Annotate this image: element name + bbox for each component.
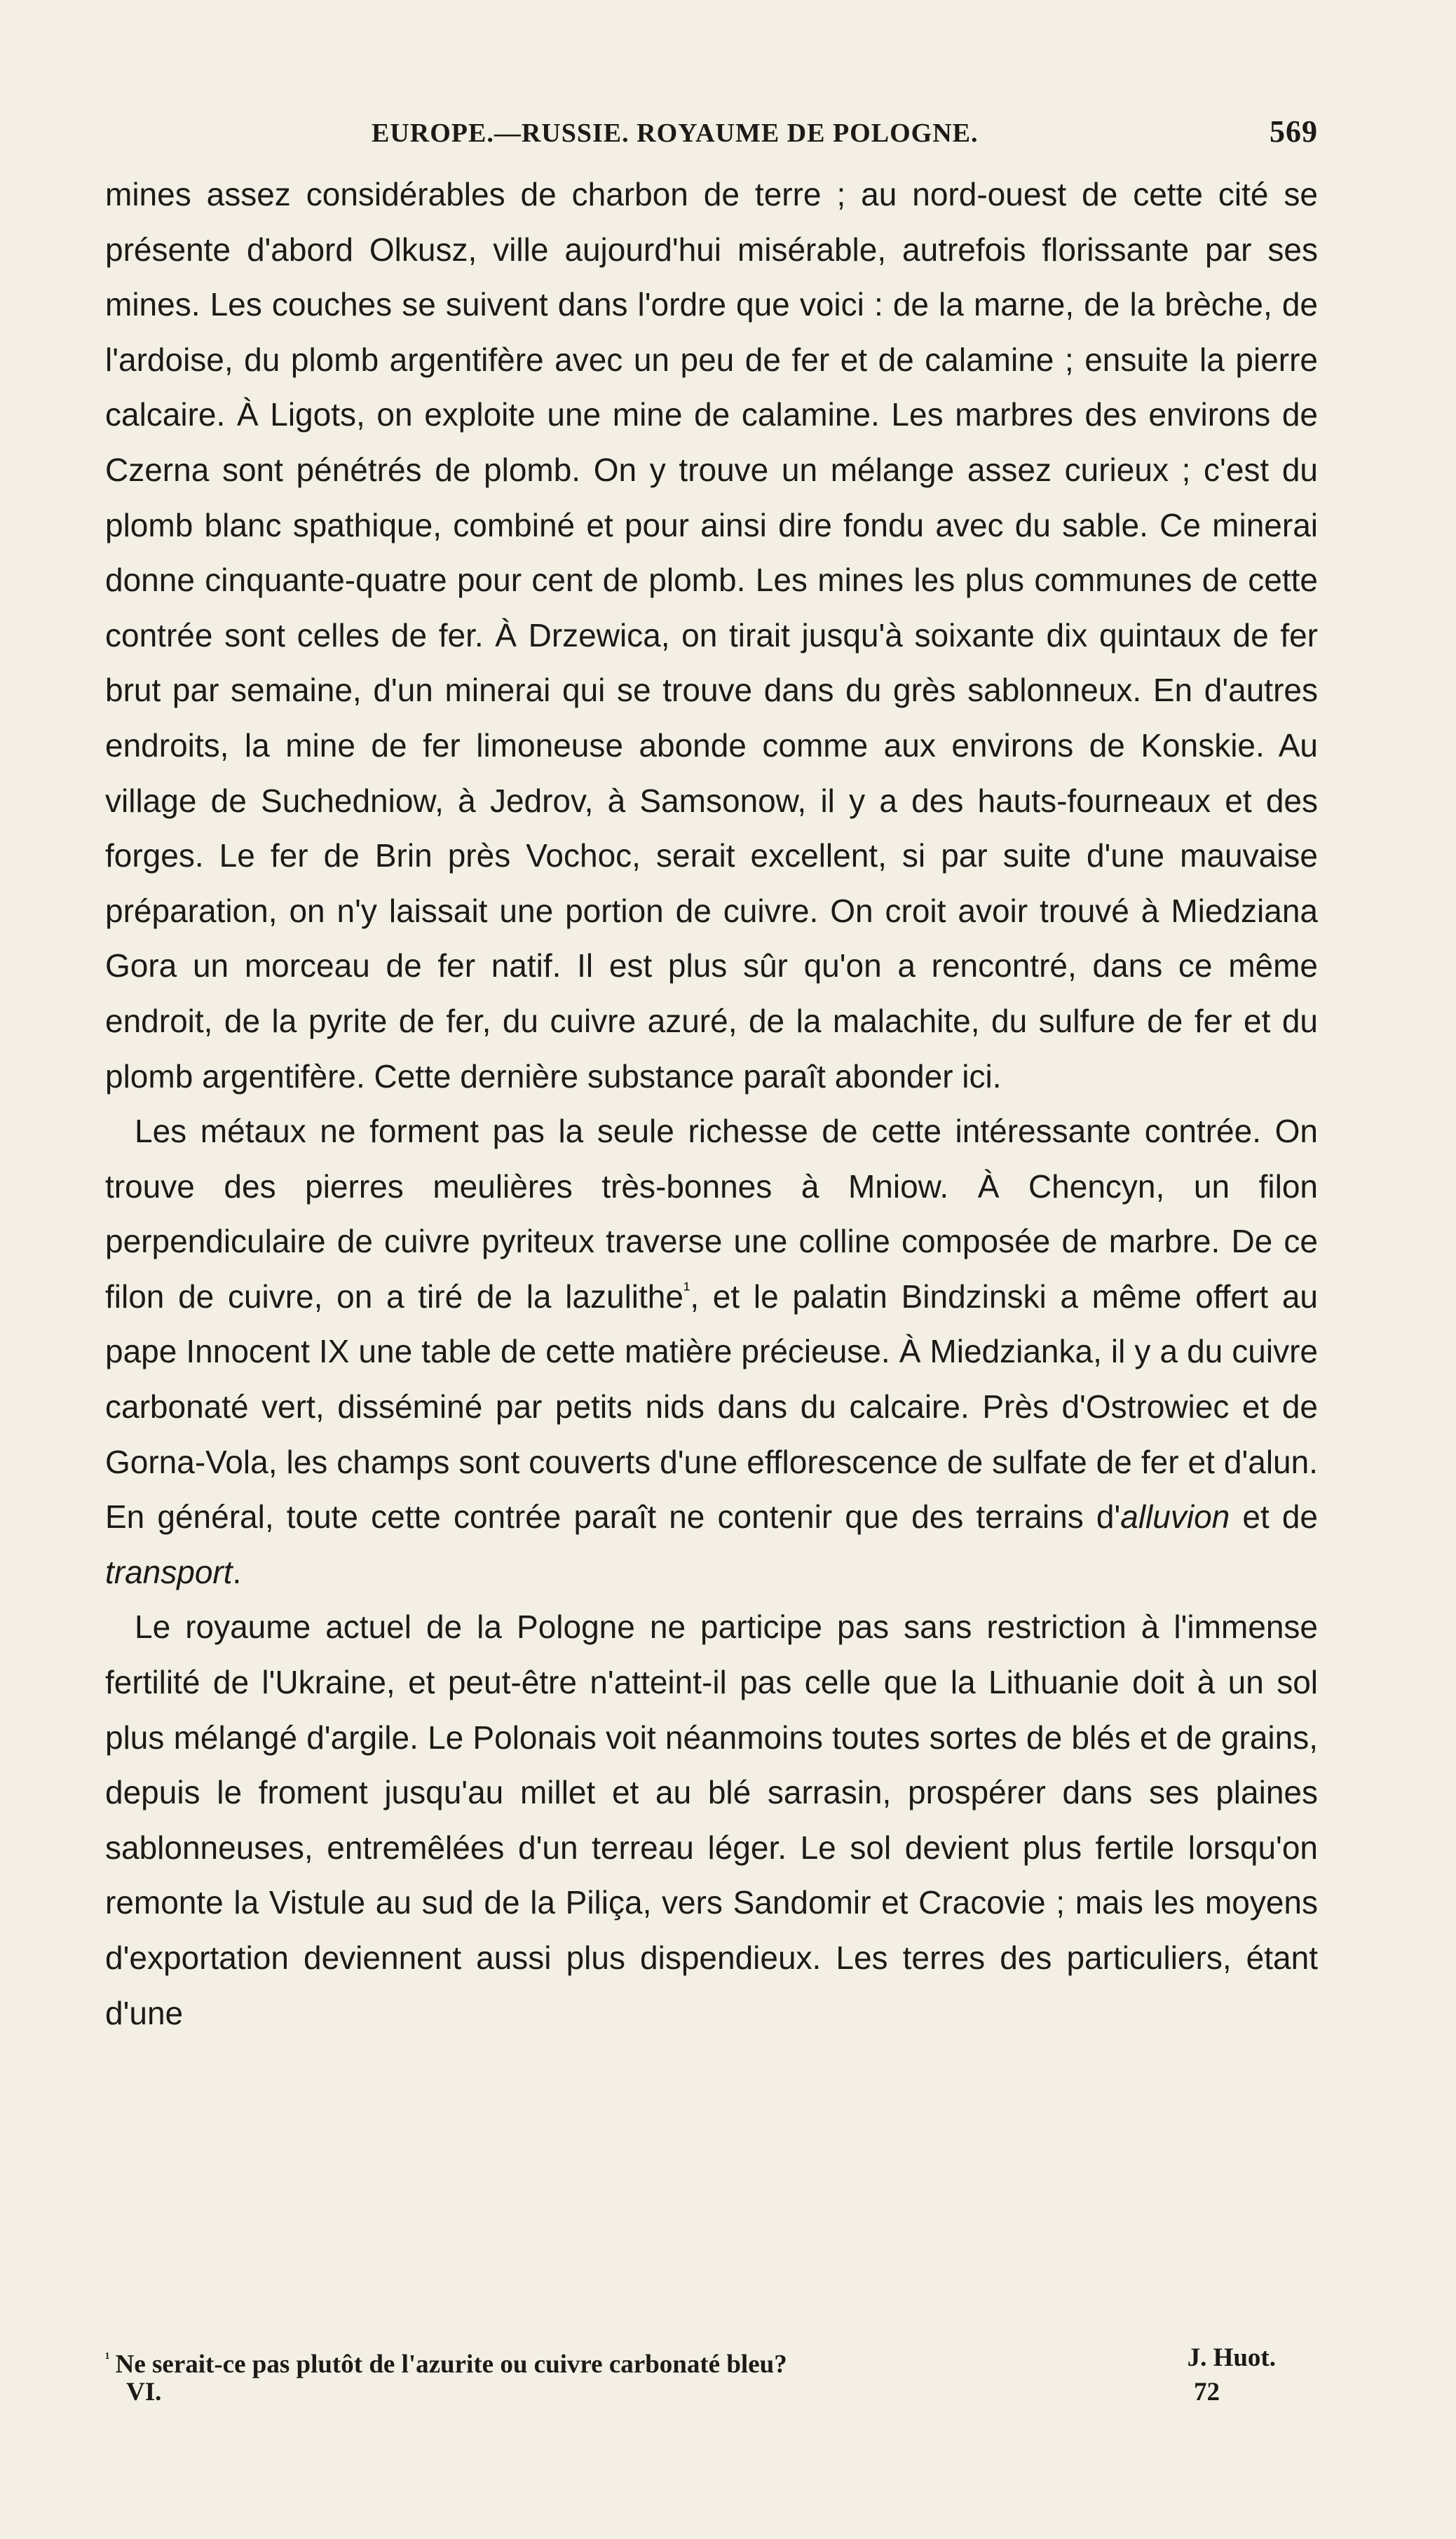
page-number: 569 xyxy=(1270,114,1318,149)
volume-number: VI. xyxy=(126,2378,162,2406)
paragraph-2-text-cont: , et le palatin Bindzinski a même offert au pape Innocent IX une table de cette matière précieuse. À Miedzianka, il y a du cuivre carbonaté vert, disséminé par petits nids dans du calcaire. Près d'Ostrowiec et de Gorna-Vola, les champs sont couverts d'une efflorescence de sulfate de fer et d'alun. En général, toute cette contrée paraît ne contenir que des terrains d' xyxy=(105,1278,1318,1536)
italic-term-alluvion: alluvion xyxy=(1120,1498,1230,1536)
footnote-text: Ne serait-ce pas plutôt de l'azurite ou cuivre carbonaté bleu? xyxy=(115,2350,787,2379)
running-head xyxy=(105,105,1318,161)
footnote-reference: ¹ xyxy=(683,1278,690,1301)
paragraph-3: Le royaume actuel de la Pologne ne participe pas sans restriction à l'immense fertilité de l'Ukraine, et peut-être n'atteint-il pas celle que la Lithuanie doit à un sol plus mélangé d'argile. Le Polonais voit néanmoins toutes sortes de blés et de grains, depuis le froment jusqu'au millet et au blé sarrasin, prospérer dans ses plaines sablonneuses, entremêlées d'un terreau léger. Le sol devient plus fertile lorsqu'on remonte la Vistule au sud de la Piliça, vers Sandomir et Cracovie ; mais les moyens d'exportation deviennent aussi plus dispendieux. Les terres des particuliers, étant d'une xyxy=(105,1609,1318,2031)
footnote-author: J. Huot. xyxy=(1187,2343,1276,2372)
book-page xyxy=(105,105,1318,2447)
paragraph-2 xyxy=(105,1104,1318,1599)
footnote xyxy=(105,2342,1318,2381)
paragraph-2-end: . xyxy=(232,1553,242,1590)
footnote-mark: ¹ xyxy=(105,2349,110,2367)
paragraph-2-connector: et de xyxy=(1230,1498,1318,1536)
body-text xyxy=(105,167,1318,2040)
running-title: EUROPE.—RUSSIE. ROYAUME DE POLOGNE. xyxy=(372,119,979,148)
sheet-number: 72 xyxy=(1194,2378,1220,2406)
paragraph-1: mines assez considérables de charbon de terre ; au nord-ouest de cette cité se présente d'abord Olkusz, ville aujourd'hui misérable, autrefois florissante par ses mines. Les couches se suivent dans l'ordre que voici : de la marne, de la brèche, de l'ardoise, du plomb argentifère avec un peu de fer et de calamine ; ensuite la pierre calcaire. À Ligots, on exploite une mine de calamine. Les marbres des environs de Czerna sont pénétrés de plomb. On y trouve un mélange assez curieux ; c'est du plomb blanc spathique, combiné et pour ainsi dire fondu avec du sable. Ce minerai donne cinquante-quatre pour cent de plomb. Les mines les plus communes de cette contrée sont celles de fer. À Drzewica, on tirait jusqu'à soixante dix quintaux de fer brut par semaine, d'un minerai qui se trouve dans du grès sablonneux. En d'autres endroits, la mine de fer limoneuse abonde comme aux environs de Konskie. Au village de Suchedniow, à Jedrov, à Samsonow, il y a des hauts-fourneaux et des forges. Le fer de Brin près Vochoc, serait excellent, si par suite d'une mauvaise préparation, on n'y laissait une portion de cuivre. On croit avoir trouvé à Miedziana Gora un morceau de fer natif. Il est plus sûr qu'on a rencontré, dans ce même endroit, de la pyrite de fer, du cuivre azuré, de la malachite, du sulfure de fer et du plomb argentifère. Cette dernière substance paraît abonder ici. xyxy=(105,176,1318,1095)
paragraph-2-text: Les métaux ne forment pas la seule richesse de cette intéressante contrée. On trouve des pierres meulières très-bonnes à Mniow. À Chencyn, un filon perpendiculaire de cuivre pyriteux traverse une colline composée de marbre. De ce filon de cuivre, on a tiré de la lazulithe xyxy=(105,1113,1318,1315)
italic-term-transport: transport xyxy=(105,1553,233,1590)
